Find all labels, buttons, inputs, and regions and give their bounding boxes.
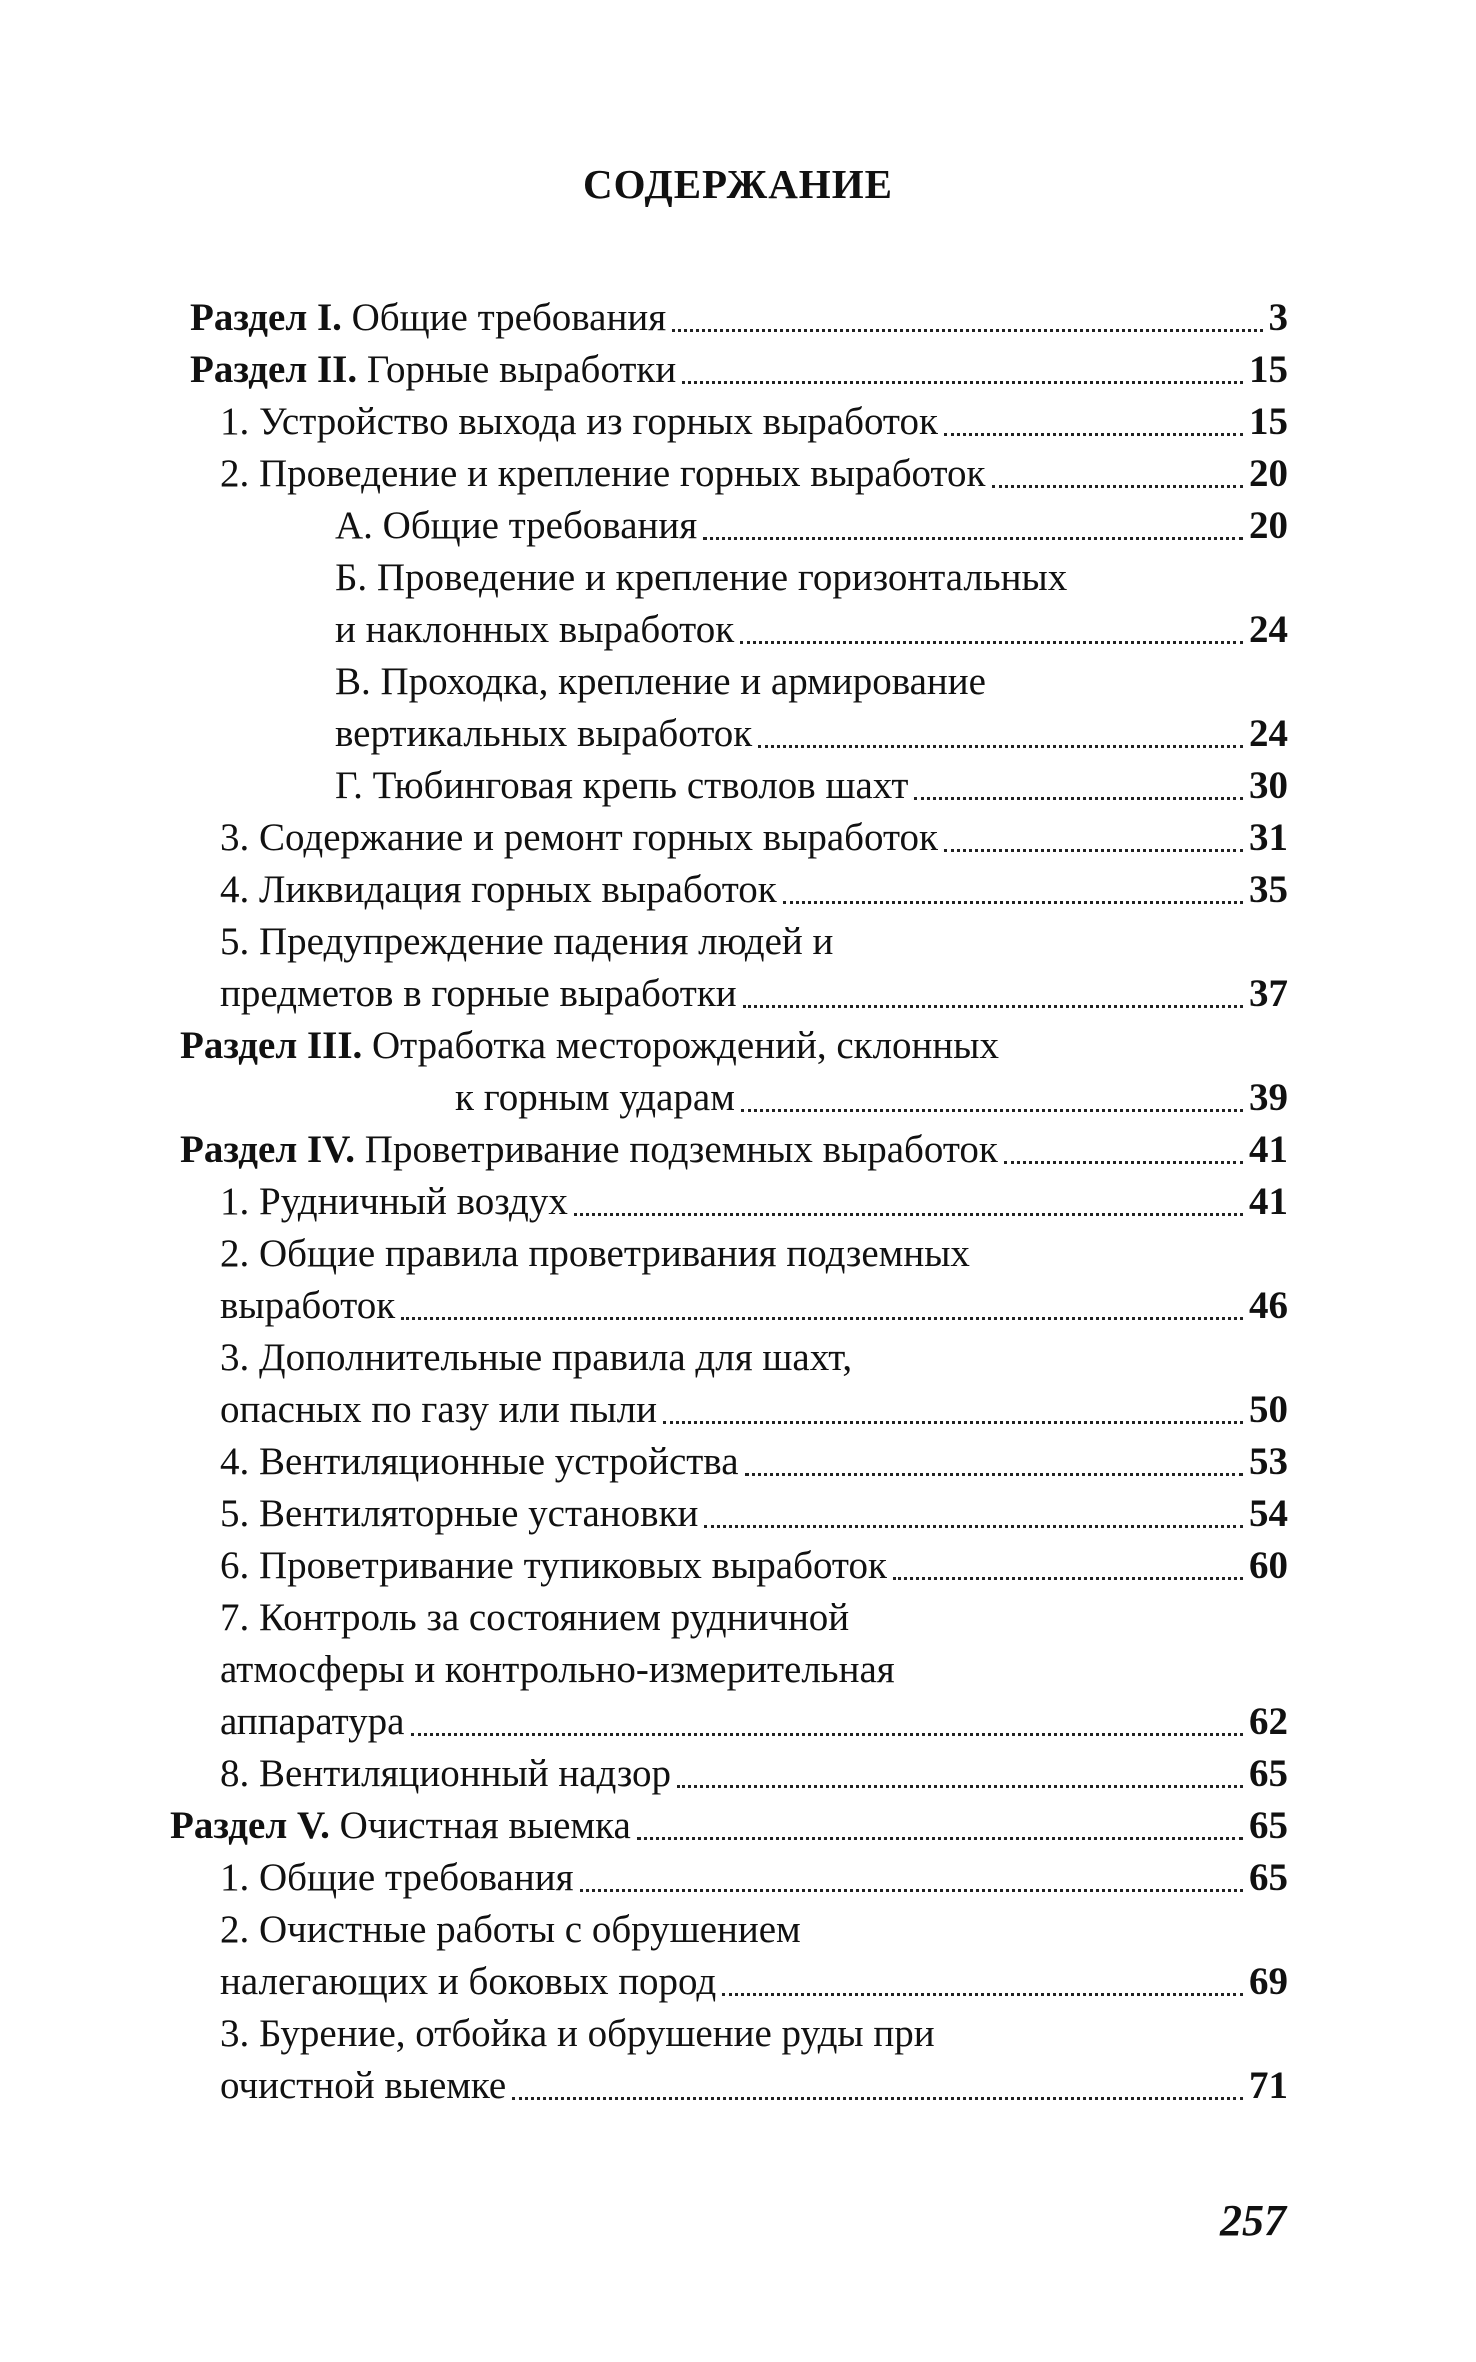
toc-entry-text (220, 1592, 849, 1644)
toc-entry-text (220, 1384, 657, 1436)
toc-entry (335, 500, 1288, 552)
toc-entry (220, 968, 1288, 1020)
toc-leader-dots (758, 745, 1243, 748)
toc-entry (170, 1800, 1288, 1852)
toc-page-number: 54 (1249, 1492, 1288, 1535)
page-number: 257 (1220, 2196, 1286, 2245)
toc-entry-text (220, 1540, 887, 1592)
toc-page-number: 62 (1249, 1700, 1288, 1743)
toc-page-number: 24 (1249, 712, 1288, 755)
toc-leader-dots (682, 381, 1243, 384)
toc-entry (220, 916, 1288, 968)
toc-title: 6. Проветривание тупиковых выработок (220, 1544, 887, 1587)
toc-title: Г. Тюбинговая крепь стволов шахт (335, 764, 909, 807)
toc-entry (220, 1644, 1288, 1696)
toc-page-number: 20 (1249, 504, 1288, 547)
toc-entry (220, 1280, 1288, 1332)
toc-entry-text (220, 1332, 852, 1384)
toc-page-number: 69 (1249, 1960, 1288, 2003)
toc-entry-text (220, 812, 938, 864)
toc-page-number: 31 (1249, 816, 1288, 859)
toc-page-number: 3 (1268, 296, 1288, 339)
toc-leader-dots (992, 485, 1243, 488)
toc-entry-text (220, 448, 986, 500)
toc-section-label: Раздел III. (180, 1024, 363, 1067)
toc-entry-text (335, 604, 734, 656)
toc-title: 2. Очистные работы с обрушением (220, 1908, 801, 1951)
toc-entry (335, 604, 1288, 656)
toc-page-number: 39 (1249, 1076, 1288, 1119)
toc-page-number: 41 (1249, 1180, 1288, 1223)
toc-entry (220, 2060, 1288, 2112)
toc-page-number: 71 (1249, 2064, 1288, 2107)
toc-entry-text (335, 656, 986, 708)
toc-leader-dots (401, 1317, 1243, 1320)
toc-page-number: 24 (1249, 608, 1288, 651)
toc-entry-text (220, 1176, 568, 1228)
toc-section-label: Раздел V. (170, 1804, 330, 1847)
toc-page-number: 46 (1249, 1284, 1288, 1327)
toc-title: Отработка месторождений, склонных (372, 1024, 999, 1067)
toc-page-number: 15 (1249, 348, 1288, 391)
toc-page-number: 30 (1249, 764, 1288, 807)
toc-entry (220, 1228, 1288, 1280)
toc-title: 1. Рудничный воздух (220, 1180, 568, 1223)
toc-title: к горным ударам (455, 1076, 735, 1119)
toc-entry-text (220, 1228, 970, 1280)
toc-entry-text (180, 1124, 998, 1176)
toc-title: Общие требования (351, 296, 667, 339)
toc-page-number: 41 (1249, 1128, 1288, 1171)
toc-title: очистной выемке (220, 2064, 507, 2107)
toc-entry-text (220, 1280, 395, 1332)
toc-entry (180, 1124, 1288, 1176)
toc-entry-text (220, 968, 737, 1020)
toc-leader-dots (512, 2097, 1243, 2100)
toc-page-number: 60 (1249, 1544, 1288, 1587)
toc-title: атмосферы и контрольно-измерительная (220, 1648, 895, 1691)
toc-leader-dots (663, 1421, 1243, 1424)
toc-entry (220, 812, 1288, 864)
toc-section-label: Раздел IV. (180, 1128, 356, 1171)
toc-entry (190, 344, 1288, 396)
toc-entry (220, 1904, 1288, 1956)
toc-entry (220, 1488, 1288, 1540)
toc-leader-dots (944, 433, 1243, 436)
toc-entry (220, 1852, 1288, 1904)
toc-entry (220, 2008, 1288, 2060)
toc-entry (335, 656, 1288, 708)
toc-title: 1. Общие требования (220, 1856, 574, 1899)
toc-title: 3. Бурение, отбойка и обрушение руды при (220, 2012, 935, 2055)
toc-entry (335, 760, 1288, 812)
toc-leader-dots (637, 1837, 1243, 1840)
toc-title: 8. Вентиляционный надзор (220, 1752, 671, 1795)
toc-entry-text (335, 552, 1067, 604)
toc-page-number: 65 (1249, 1804, 1288, 1847)
toc-page-number: 20 (1249, 452, 1288, 495)
toc-title: аппаратура (220, 1700, 405, 1743)
toc-section-label: Раздел II. (190, 348, 358, 391)
toc-entry (220, 1436, 1288, 1488)
toc-entry (220, 1332, 1288, 1384)
toc-entry-text (220, 1488, 698, 1540)
toc-title: А. Общие требования (335, 504, 698, 547)
toc-entry (220, 864, 1288, 916)
toc-leader-dots (743, 1005, 1243, 1008)
toc-title: Б. Проведение и крепление горизонтальных (335, 556, 1068, 599)
toc-title: 2. Общие правила проветривания подземных (220, 1232, 970, 1275)
toc-entry-text (220, 1644, 895, 1696)
toc-entry-text (335, 760, 908, 812)
toc-title: 1. Устройство выхода из горных выработок (220, 400, 938, 443)
toc-leader-dots (574, 1213, 1243, 1216)
toc-title: Проветривание подземных выработок (364, 1128, 998, 1171)
toc-title: 5. Вентиляторные установки (220, 1492, 699, 1535)
toc-leader-dots (580, 1889, 1243, 1892)
toc-entry (220, 1696, 1288, 1748)
toc-entry (220, 1176, 1288, 1228)
toc-page-number: 35 (1249, 868, 1288, 911)
toc-leader-dots (745, 1473, 1243, 1476)
toc-title: налегающих и боковых пород (220, 1960, 717, 2003)
toc-entry-text (190, 292, 666, 344)
toc-title: опасных по газу или пыли (220, 1388, 657, 1431)
toc-entry (335, 552, 1288, 604)
toc-leader-dots (703, 537, 1243, 540)
toc-title: 4. Ликвидация горных выработок (220, 868, 777, 911)
toc-title: Горные выработки (366, 348, 677, 391)
toc-entry-text (220, 1852, 574, 1904)
toc-entry-text (220, 2060, 506, 2112)
toc-page-number: 15 (1249, 400, 1288, 443)
toc-page-number: 50 (1249, 1388, 1288, 1431)
toc-entry-text (190, 344, 676, 396)
toc-leader-dots (411, 1733, 1244, 1736)
toc-leader-dots (1004, 1161, 1243, 1164)
toc-entry (220, 1748, 1288, 1800)
toc-entry (220, 1384, 1288, 1436)
toc-title: 2. Проведение и крепление горных выработок (220, 452, 986, 495)
toc-title: предметов в горные выработки (220, 972, 737, 1015)
toc-entry (220, 1540, 1288, 1592)
toc-entry (455, 1072, 1288, 1124)
toc-title: 4. Вентиляционные устройства (220, 1440, 739, 1483)
toc-title: выработок (220, 1284, 396, 1327)
toc-entry-text (170, 1800, 631, 1852)
toc-entry-text (220, 1904, 801, 1956)
toc-entry (180, 1020, 1288, 1072)
toc-entry-text (220, 396, 938, 448)
toc-leader-dots (783, 901, 1243, 904)
toc-entry-text (455, 1072, 735, 1124)
toc-entry-text (220, 916, 833, 968)
toc-entry-text (180, 1020, 999, 1072)
toc-title: 3. Содержание и ремонт горных выработок (220, 816, 938, 859)
toc-leader-dots (677, 1785, 1243, 1788)
toc-leader-dots (741, 1109, 1243, 1112)
toc-entry-text (220, 2008, 935, 2060)
toc-entry (220, 1592, 1288, 1644)
toc-page-number: 65 (1249, 1752, 1288, 1795)
toc-title: 5. Предупреждение падения людей и (220, 920, 834, 963)
toc-title: и наклонных выработок (335, 608, 735, 651)
toc-leader-dots (722, 1993, 1243, 1996)
toc-title: В. Проходка, крепление и армирование (335, 660, 986, 703)
toc-title: Очистная выемка (339, 1804, 631, 1847)
toc-page-number: 53 (1249, 1440, 1288, 1483)
toc-leader-dots (740, 641, 1243, 644)
toc-entry-text (335, 500, 697, 552)
toc-entry-text (220, 1748, 671, 1800)
toc-title: 3. Дополнительные правила для шахт, (220, 1336, 853, 1379)
toc-entry-text (220, 864, 777, 916)
toc-entry (220, 396, 1288, 448)
toc-page-number: 65 (1249, 1856, 1288, 1899)
toc-leader-dots (893, 1577, 1243, 1580)
toc-entry-text (335, 708, 752, 760)
toc-entry (335, 708, 1288, 760)
page-title: СОДЕРЖАНИЕ (583, 161, 893, 207)
toc-entry (220, 1956, 1288, 2008)
toc-entry (220, 448, 1288, 500)
toc-page-number: 37 (1249, 972, 1288, 1015)
toc-leader-dots (704, 1525, 1243, 1528)
toc-entry-text (220, 1696, 405, 1748)
toc-section-label: Раздел I. (190, 296, 342, 339)
toc-leader-dots (672, 329, 1262, 332)
toc-leader-dots (944, 849, 1243, 852)
toc-title: 7. Контроль за состоянием рудничной (220, 1596, 850, 1639)
toc-entry-text (220, 1436, 739, 1488)
toc-entry (190, 292, 1288, 344)
toc-title: вертикальных выработок (335, 712, 753, 755)
toc-entry-text (220, 1956, 716, 2008)
toc-leader-dots (914, 797, 1243, 800)
